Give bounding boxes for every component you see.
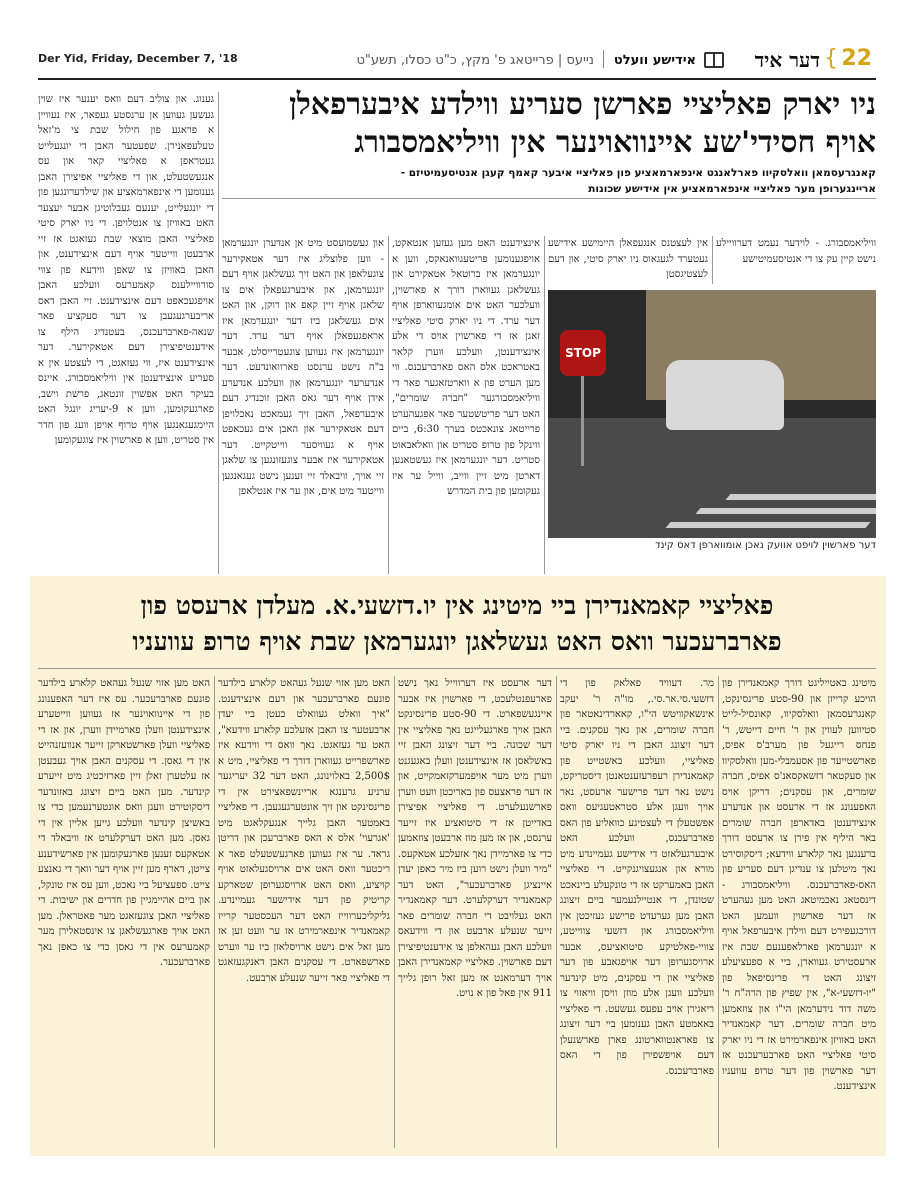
story1-side-column: גענוג. און צוליב דעם וואס יענער איז שוין געשען געווען אן ערנסטע געפאר, איז נעוויין א פראגע פון חילול שבת צי מ'זאל טעלעפאנירן. שפעטער האבן די יונגעלייט געטראפן א פאליציי קאר און עס אנגעשטעלט, און די פאליציי אפיצירן האבן גענומען די אינפארמאציע און שילדערונגען פון די יונגעלייט, יענעם געבלוטיגן אבער יעצער האט באוויזן צו אנטלויפן. די ניו יארק סיטי פאליציי האבן מוצאי שבת געזאגט אז זיי ארבעטן ווייטער אויף דעם אינצידענט, און האבן באוויזן צו שאפן ווידעא פון צווי סורוויילענס קאמערעס וועלכע האבן אויפגעכאפט דעם אינצידענט. זיי האבן דאס אריבערגעגעבן צו דער סעקציע פאר שנאה-פארברעכנס, בעטנדיג הילף צו אידענטיפיצירן דעם אטאקירער. דער אינצידענט איז, ווי געזאגט, די לעצטע אין א סעריע אינצידענטן אין וויליאמסבורג. איינס בעיקר האט אפשוין זונטאג, פרשת וישב, פארגעקומען, ווען א 9-יעריג יונגל האט היימגעגאנגען אויף טרוף אויפן וועג פון חדר אין סטריט, ווען א פארשוין איז צוגעקומען <box>38 94 214 446</box>
page-number: 22 <box>841 46 872 71</box>
story1-subhead: אריינגערופן מער פאליציי אינפארמאציע אין אידישע שכונות <box>588 183 876 195</box>
page-header <box>38 44 876 80</box>
surveillance-photo <box>548 290 876 538</box>
column-rule <box>544 236 545 574</box>
brand-title: דער איד <box>754 48 820 72</box>
brace-ornament: { <box>824 46 838 71</box>
crosswalk-stripe <box>695 508 876 514</box>
column-rule <box>214 676 215 1148</box>
parked-car <box>666 360 784 430</box>
photo-caption: דער פארשוין לויפט אוועק נאכן אומווארפן דאס קינד <box>655 540 876 551</box>
issue-date-hebrew: נייעס | פרייטאג פ' מקץ, כ"ט כסלו, תשע"ט <box>356 53 594 68</box>
headline-line: אויף חסידי'שע איינוואוינער אין וויליאמסבורג <box>354 125 876 160</box>
headline-line: ניו יארק פאליציי פארשן סעריע ווילדע איבערפאלן <box>289 87 876 122</box>
subhead-rule <box>222 198 876 199</box>
story1-headline <box>222 86 876 162</box>
photo-road <box>548 418 876 538</box>
headline-line: פאליציי קאמאנדירן ביי מיטינג אין יו.דזשעי.א. מעלדן ארעסט פון <box>140 591 774 620</box>
story2-column: דער ארעסט איז דערווייל נאך נישט פארעפנטלעכט, די פארשוין איז אבער איינגעשפארט. די 90-סטע פרינסינקט האבן אויך פארגעלייגט נאך פאליציי אין דער שכונה. ביי דער זיצונג האבן זיי באשלאסן אז אינצידענטן וועלן באגעגנט ווערן מיט מער אויפמערקזאמקייט, און אז דער פראצעס פון באריכטן וועט ווערן פארשנעלערט. די פאליציי אפיצירן באדייטן אז די סיטואציע איז זייער ערנסט, און אז מען מוז ארבעטן צוזאמען כדי צו פארמיידן נאך אזעלכע אטאקעס. "מיר וועלן נישט רוען ביז מיר כאפן יעדן איינציגן פארברעכער", האט דער קאמאנדיר דערקלערט. דער קאמאנדיר האט געלויבט די חברה שומרים פאר זייער שנעלע ארבעט און די ווידעאס וועלכע האבן געהאלפן צו אידענטיפיצירן דעם פארשוין. פאליציי קאמאנדירן האבן אויך דערמאנט אז מען זאל רופן גלייך 911 אין פאל פון א נויט. <box>398 678 552 999</box>
story2-headline <box>38 588 876 660</box>
story1-column: און געשמועסט מיט אן אנדערן יונגערמאן - ווען פלוצליג איז דער אטאקירער צוגעלאפן און האט זיך געשלאגן אויף דעם יונגערמאן, און איבערגעפאלן אים צו שלאגן אויף זיין קאפ און רוקן, און האט אים געשלאגן ביז דער יונגערמאן איז אראפגעפאלן אויף דער ערד. דער יונגערמאן איז געווען צוגעטרייסלט, אבער ב"ה נישט ערנסט פארוואונדעט. דער אנדערער יונגערמאן און וועלכע אנדערע אידן אויף דער גאס האבן זוכנדיג דעם איבערפאל, האבן זיך געמאכט נאכלויפן דעם אטאקירער און האבן אים געכאפט אויף א געוויסער ווייטקייט. דער אטאקירער איז אבער צוגעזונגען צו שלאגן זיי אויך, וויבאלד זיי זענען נישט געגאנגען ווייטער מיט אים, און ער איז אנטלאפן <box>222 238 384 497</box>
column-rule <box>556 676 557 1148</box>
divider <box>603 50 604 68</box>
section-title: אידישע וועלט <box>613 53 696 68</box>
section-tag: נייעס <box>566 53 594 68</box>
stop-sign: STOP <box>560 330 606 376</box>
story2-column: מר. דעוויד פאלאק פון די דזשעי.סי.אר.סי., מו"ה ר' יעקב אינשאקוויטש הי"ו, קאארדינאטאר פון חברה שומרים, און נאך עסקנים. ביי דער זיצונג האבן די ניו יארק סיטי פאליציי, וועלכע באשטייט פון קאמאנדירן רעפרעזענטאנטן דיסטריקט, נישט נאר דער פרישער ארעסט, נאר אויך וועגן אלע סטראטעגיעס וואס אפשטעלן די לעצטיגע כוואליע פון האס פארברעכנס, וועלכע האט איבערגעלאזט די אידישע געמיינדע מיט מורא און אנגעצויגנקייט. די פאליציי האבן באמערקט אז די טונקעלע ביינאכט שטונדן, די אנטיילנעמער ביים זיצונג האבן מען גערעדט פרישע געזיכטן אין וויליאמסבורג און דזשעי צווייטע, צוויי-פאלטיקע סיטואציעס, אבער ארויסגערופן דער אויפגאבע פון דער פאליציי און די עסקנים, מיט קינדער וועלכע וועגן אלע מוזן וויסן וויאזוי צו ריאגירן אויב עפעס געשעט. די פאליציי באאמטע האבן גענומען ביי דער זיצונג צו פאראנטווארטונג פארן פארשנעלן דעם אויפשפירן פון די האס פארברעכנס. <box>560 678 714 1077</box>
story2-column: מיטינג באטייליגט דורך קאמאנדירן פון הויכע קרייזן און 90-סטע פרינסינקט, קאנגרעסמאן וואלסקיוו, קאונסיל-לייט סטיווען לעווין און ר' חיים דייטש, ר' פנחס רייגעל פון מערב'ס אפיס, פארשטייער פון אסעמבלי-מען וואלסקיוו און סעקטאר דזשאקסאנ'ס אפיס, חברה שומרים, און עסקנים; דריקן אויס האפענונג אז די ארעסט און אנדערע אינצידענטן באדארפן חברה שומרים באר היליף אין פירן צו ארעסט דורך ברענגען נאר קלארע ווידעא; דיסקוסירט נאך מיטלען צו ענדיגן דעם סעריע פון האס-פארברעכנס. וויליאמסבורג - דינסטאג נאכמיטאג האט מען געהערט אז דער פארשוין וועמען האט דורכגעפירט דעם ווילדן איבערפאל אויף א יונגערמאן פארלאפענעם שבת איז ארעסטירט געווארן, ביי א ספעציעלע זיצונג האט די פרינסיפאל פון "יו-דזשעי-א", אין שפיץ פון הרה"ח ר' משה דוד נידערמאן הי"ו און צוזאמען מיט חברה שומרים. דער קאמאנדיר האט באוויזן אינפארמירט אז די ניו יארק סיטי פאליציי האט פארבערעכנט אז דער פארשוין פון דער טרופ עוועניו אינצידענט. <box>722 678 876 1092</box>
dateline: Der Yid, Friday, December 7, '18 <box>38 52 238 65</box>
column-rule <box>712 236 713 284</box>
story2-column: האט מען אזוי שנעל געהאט קלארע בילדער פונעם פארברעכער און דעם אינצידענט. "איך וואלט געוואלט בעטן ביי יעדן ארבעטער צו האבן אזעלכע קלארע ווידעא", האט ער געזאגט. נאך וואס די ווידעא איז פארשפרייט געווארן דורך די פאליציי, מיט א 2,500$ באלוינונג, האט דער 32 יעריגער ערניע גרענגא אריינשפאצירט אין די פרינסינקט און זיך אונטערגעגעבן. די פאליציי באמטער האבן גלייך אנגעקלאגט מיט 'אגרעוי' אלס א האס פארברעכן און דריטן גראד. ער איז געווען פארגעשטעלט פאר א ריכטער וואס האט אים ארויסגעלאזט אויף קויציע, וואס האט ארויסגערופן שטארקע קריטיק פון דער אידישער געמיינדע. גליקליכערווייז האט דער העכסטער קרייז קאמאנדיר אינפארמירט אז ער וועט זען אז מען זאל אים נישט ארויסלאזן ביז ער ווערט פארשפארט. די עסקנים האבן דאנקגעזאגט די פאליציי פאר זייער שנעלע ארבעט. <box>218 678 390 984</box>
book-icon <box>704 52 724 68</box>
headline-rule <box>38 668 876 669</box>
column-rule <box>394 676 395 1148</box>
story2-column: האט מען אזוי שנעל געהאט קלארע בילדער פונעם פארברעכער. עס איז דער האפענונג פון די איינוואוינער אז געווען ווייטערע אינצידענטן וועלן פארמיידן ווערן, און אז די פאליציי וועלן פארשטארקן זייער אנוועזנהייט אין די גאסן. די עסקנים האבן אויך געבעטן אז עלטערן זאלן זיין פארזיכטיג מיט זייערע קינדער. מען האט ביים זיצונג באזונדער דיסקוטירט וועגן וואס אונטערנעמען כדי צו באשיצן קינדער וועלכע גייען אליין אין די גאסן. מען האט דערקלערט אז וויבאלד די אטאקעס זענען פארגעקומען אין פארשידענע צייטן, דארף מען זיין אויף דער וואך די גאנצע צייט. ספעציעל ביי נאכט, ווען עס איז טונקל, און ביים אהיימגיין פון חדרים און ישיבות. די פאליציי האבן צוגעזאגט מער פאטראלן. מען האט אויך פארגעשלאגן צו אינסטאלירן מער קאמערעס אין די גאסן כדי צו כאפן נאך פארברעכער. <box>38 678 210 968</box>
crosswalk-stripe <box>665 522 870 528</box>
column-rule <box>388 236 389 574</box>
story1-subhead: קאנגרעסמאן וואלסקיוו פארלאנגט אינפארמאציע פון פאליציי איבער קאמף קעגן אנטיסעמיטיזם - <box>400 167 876 179</box>
column-rule <box>218 92 219 574</box>
sign-pole <box>581 376 584 466</box>
crosswalk-stripe <box>725 494 876 500</box>
column-rule <box>718 676 719 1148</box>
story1-column: אינצידענט האט מען געזען אנטאקט, אויפגענומען פריטעגוואנאקס, ווען א יונגערמאן איז ברוטאל אטאקירט און געשלאגן געווארן דורך א פארשוין, וועלכער האט אים אומגעווארפן אויף דער ערד. די ניו יארק סיטי פאליציי זאגן אז די פארשוין אויס די אלע אינצידענטן, וועלכע ווערן קלאר באטראכט אלס האס פארברעכנס. ווי מען הערט פון א ווארטזאגער פאר די וויליאמסבורגער "חברה שומרים", האט דער פריטשטער פאר אפגעהערט פרייטאג צונאכטס בערך 6:30, ביים ווינקל פון טרופ סטריט און וואלאבאוט סטריט. דער יונגערמאן איז געשטאנען דארטן מיט זיין ווייב, ווייל ער איז געקומען פון בית המדרש <box>392 238 540 497</box>
story1-column: אין לעצטנס אנגעפאלן היימישע אידישע געטערד לגעגאוס ניו יארק סיטי, און דעם לעצטיגסטן <box>548 238 708 280</box>
headline-line: פארברעכער וואס האט געשלאגן יונגערמאן שבת אויף טרופ עוועניו <box>132 627 782 656</box>
hebrew-date: פרייטאג פ' מקץ, כ"ט כסלו, תשע"ט <box>356 53 554 68</box>
story1-column: וויליאמסבורג. - לוידער נעמט דערוויילע נישט קיין עק צו די אנטיסעמיטישע <box>716 238 876 265</box>
